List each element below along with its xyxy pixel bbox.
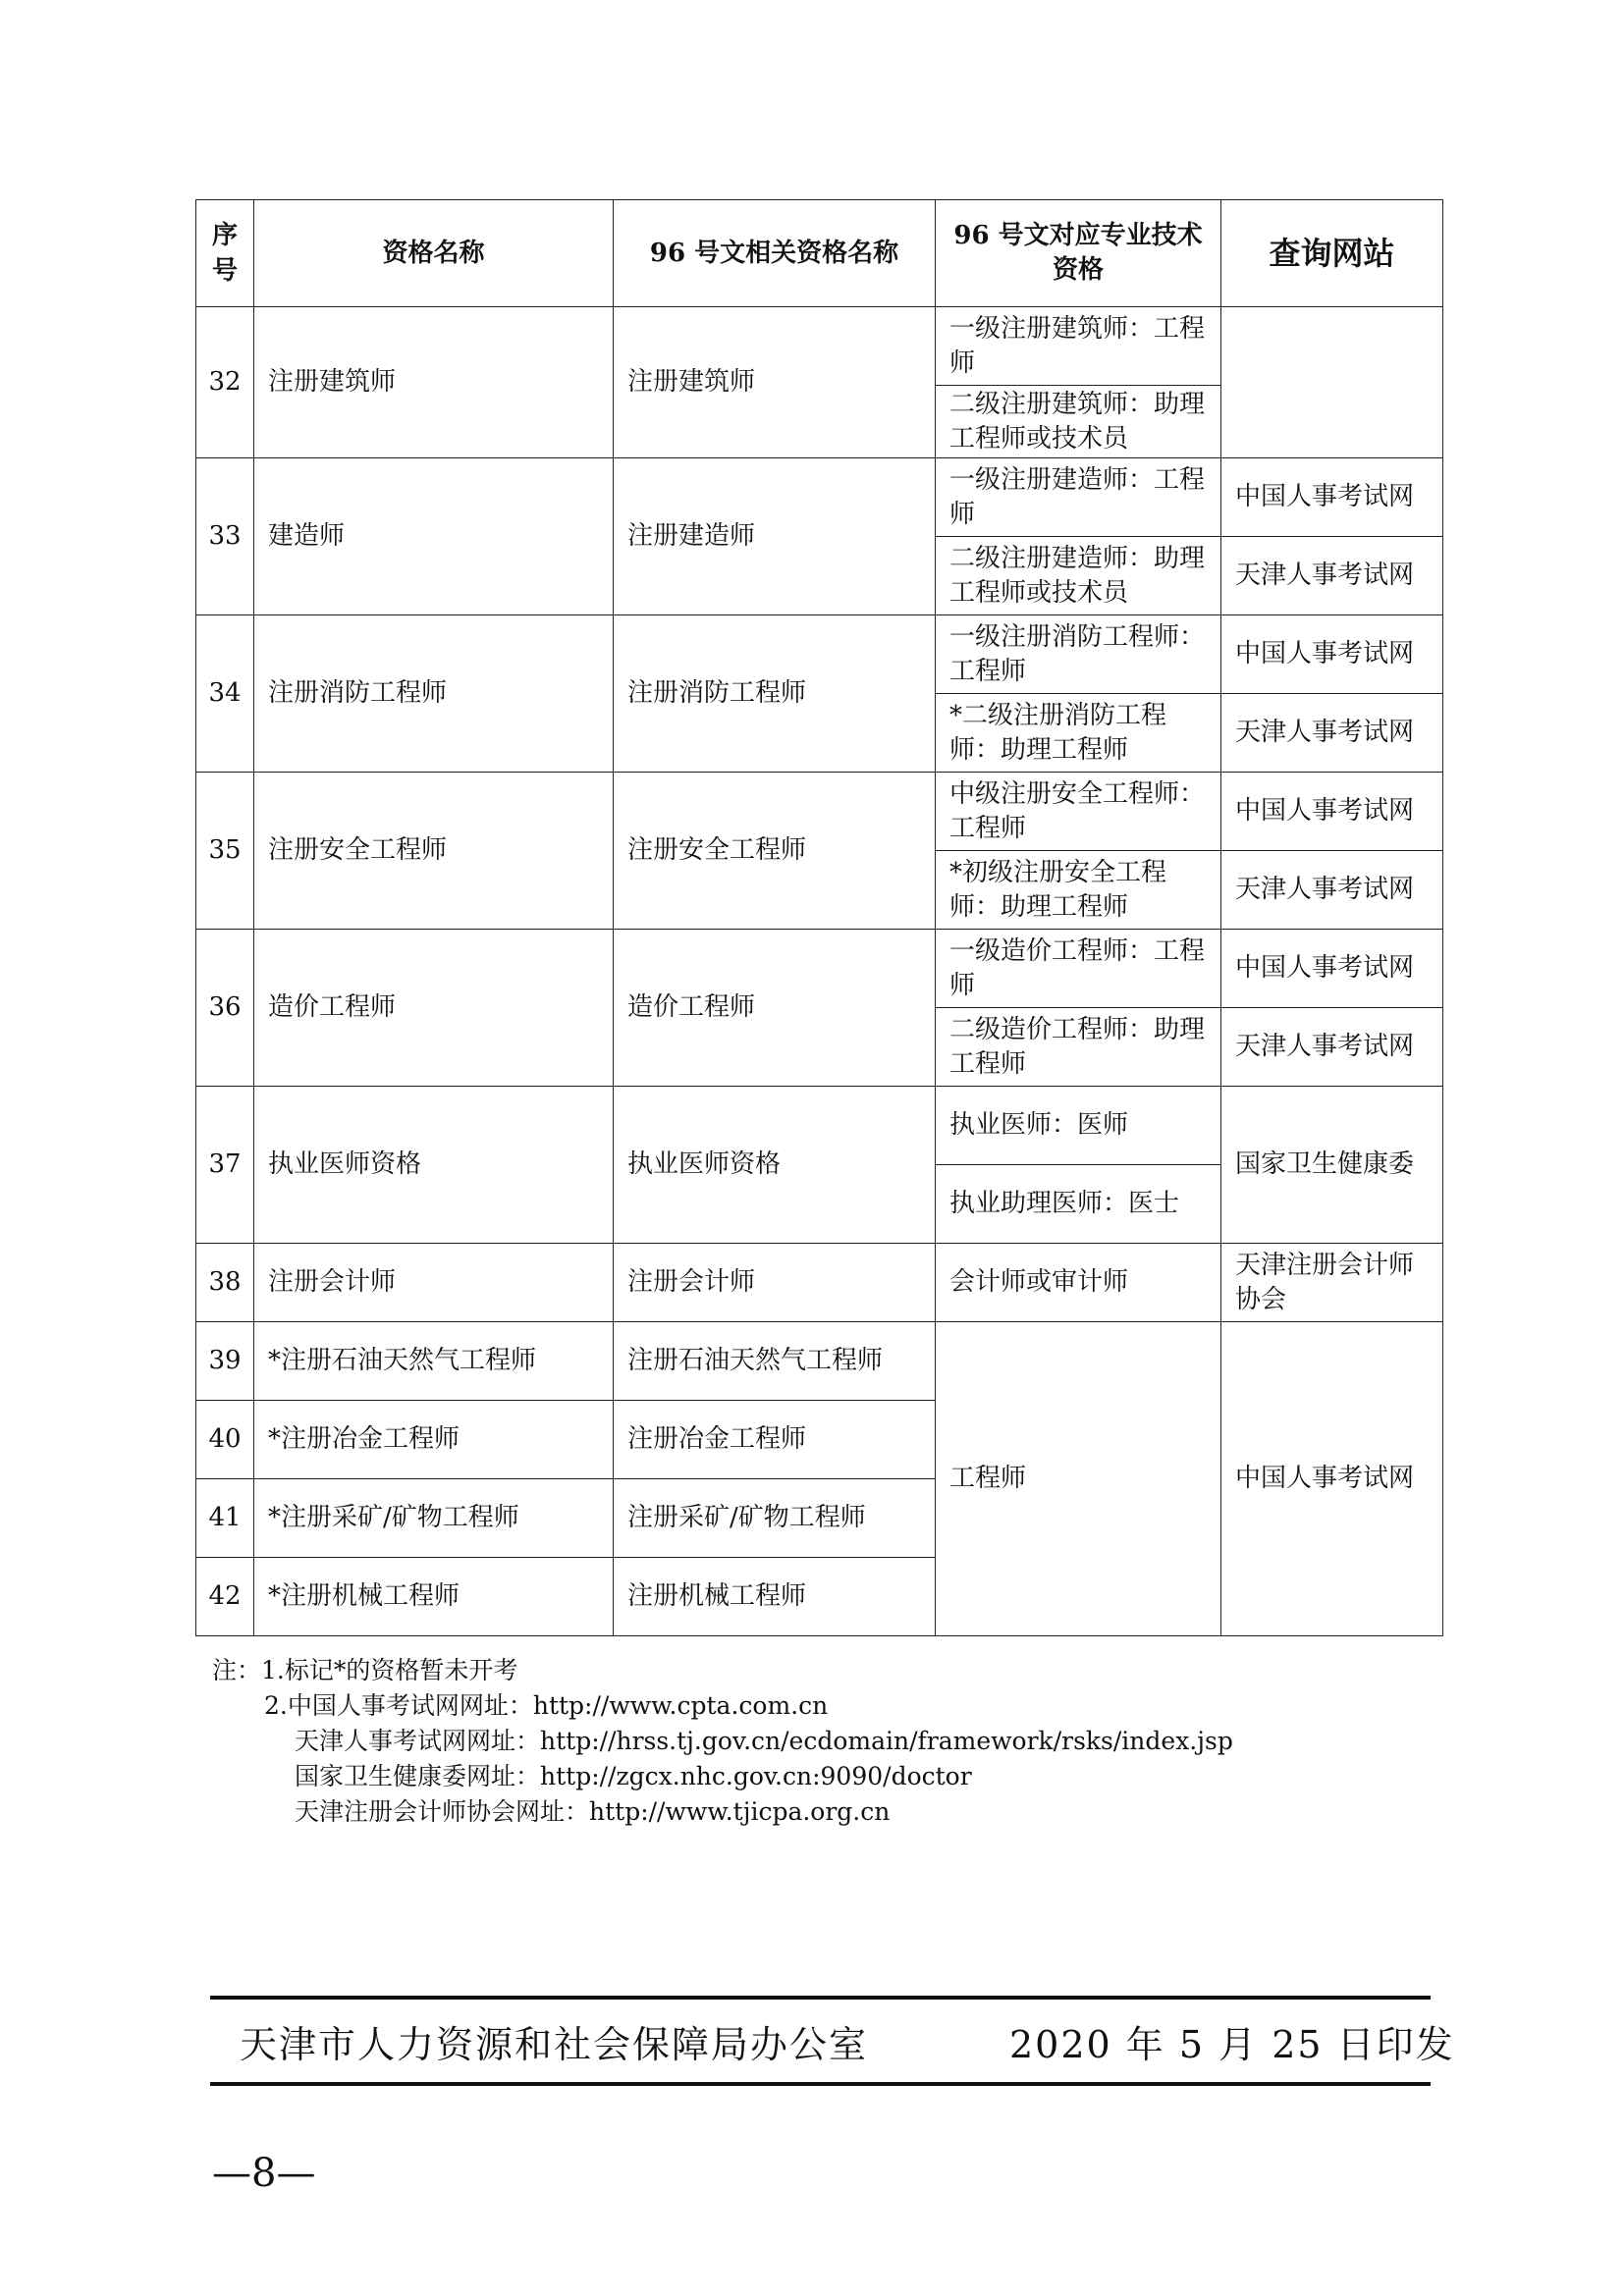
row-no: 42 [196,1558,254,1636]
row-name: *注册采矿/矿物工程师 [254,1479,614,1558]
row-name: 建造师 [254,458,614,615]
table-row [196,773,1443,851]
issuer-name: 天津市人力资源和社会保障局办公室 [240,2023,869,2066]
row-no: 40 [196,1401,254,1479]
table-notes [212,1653,1233,1830]
table-row [196,1087,1443,1165]
table-row [196,307,1443,386]
table-row [196,1244,1443,1322]
row-site: 中国人事考试网 [1221,930,1443,1008]
row-related: 注册安全工程师 [614,773,936,930]
row-tech: 二级注册建造师：助理工程师或技术员 [936,537,1221,615]
row-tech: 二级造价工程师：助理工程师 [936,1008,1221,1087]
row-related: 造价工程师 [614,930,936,1087]
row-name: 注册建筑师 [254,307,614,458]
row-related: 注册会计师 [614,1244,936,1322]
row-name: *注册石油天然气工程师 [254,1322,614,1401]
footer-top-rule [210,1996,1431,2000]
row-tech: 执业助理医师：医士 [936,1165,1221,1244]
row-site: 天津人事考试网 [1221,694,1443,773]
row-tech: 一级注册建筑师：工程师 [936,307,1221,386]
row-site: 天津人事考试网 [1221,851,1443,930]
row-tech: 执业医师：医师 [936,1087,1221,1165]
row-no: 39 [196,1322,254,1401]
row-name: 造价工程师 [254,930,614,1087]
row-related: 注册建造师 [614,458,936,615]
row-related: 注册建筑师 [614,307,936,458]
row-site: 天津人事考试网 [1221,537,1443,615]
table-row [196,615,1443,694]
row-tech: 工程师 [936,1322,1221,1636]
note-line: 天津注册会计师协会网址：http://www.tjicpa.org.cn [295,1797,891,1826]
header-name: 资格名称 [254,200,614,307]
row-site: 中国人事考试网 [1221,615,1443,694]
note-line: 注：1.标记*的资格暂未开考 [212,1656,518,1684]
row-site: 天津注册会计师协会 [1221,1244,1443,1322]
row-site: 中国人事考试网 [1221,773,1443,851]
row-site: 中国人事考试网 [1221,1322,1443,1636]
row-tech: 一级注册建造师：工程师 [936,458,1221,537]
note-line: 2.中国人事考试网网址：http://www.cpta.com.cn [264,1691,829,1720]
table-row [196,458,1443,537]
row-no: 37 [196,1087,254,1244]
row-tech: *初级注册安全工程师：助理工程师 [936,851,1221,930]
row-related: 执业医师资格 [614,1087,936,1244]
row-no: 38 [196,1244,254,1322]
row-name: 注册会计师 [254,1244,614,1322]
row-related: 注册消防工程师 [614,615,936,773]
row-site: 中国人事考试网 [1221,458,1443,537]
table-row [196,1322,1443,1401]
row-tech: *二级注册消防工程师：助理工程师 [936,694,1221,773]
row-no: 33 [196,458,254,615]
note-line: 天津人事考试网网址：http://hrss.tj.gov.cn/ecdomain/framework/rsks/index.jsp [295,1727,1233,1755]
row-related: 注册机械工程师 [614,1558,936,1636]
row-tech: 中级注册安全工程师：工程师 [936,773,1221,851]
row-site: 天津人事考试网 [1221,1008,1443,1087]
row-no: 41 [196,1479,254,1558]
row-tech: 一级造价工程师：工程师 [936,930,1221,1008]
row-tech: 一级注册消防工程师：工程师 [936,615,1221,694]
row-name: 执业医师资格 [254,1087,614,1244]
table-header-row [196,200,1443,307]
qualification-table [195,199,1443,1636]
row-site [1221,307,1443,458]
row-related: 注册采矿/矿物工程师 [614,1479,936,1558]
table-row [196,930,1443,1008]
issue-date: 2020 年 5 月 25 日印发 [1009,2023,1455,2066]
row-no: 35 [196,773,254,930]
row-tech: 会计师或审计师 [936,1244,1221,1322]
header-tech: 96 号文对应专业技术 资格 [936,200,1221,307]
row-related: 注册冶金工程师 [614,1401,936,1479]
footer-bottom-rule [210,2082,1431,2086]
row-no: 32 [196,307,254,458]
page-number: —8— [212,2151,316,2196]
row-name: 注册安全工程师 [254,773,614,930]
row-name: *注册机械工程师 [254,1558,614,1636]
row-site: 国家卫生健康委 [1221,1087,1443,1244]
note-line: 国家卫生健康委网址：http://zgcx.nhc.gov.cn:9090/doctor [295,1762,972,1790]
row-no: 36 [196,930,254,1087]
row-no: 34 [196,615,254,773]
header-site: 查询网站 [1221,200,1443,307]
header-no: 序 号 [196,200,254,307]
header-related: 96 号文相关资格名称 [614,200,936,307]
row-tech: 二级注册建筑师：助理工程师或技术员 [936,386,1221,458]
row-name: 注册消防工程师 [254,615,614,773]
row-name: *注册冶金工程师 [254,1401,614,1479]
row-related: 注册石油天然气工程师 [614,1322,936,1401]
